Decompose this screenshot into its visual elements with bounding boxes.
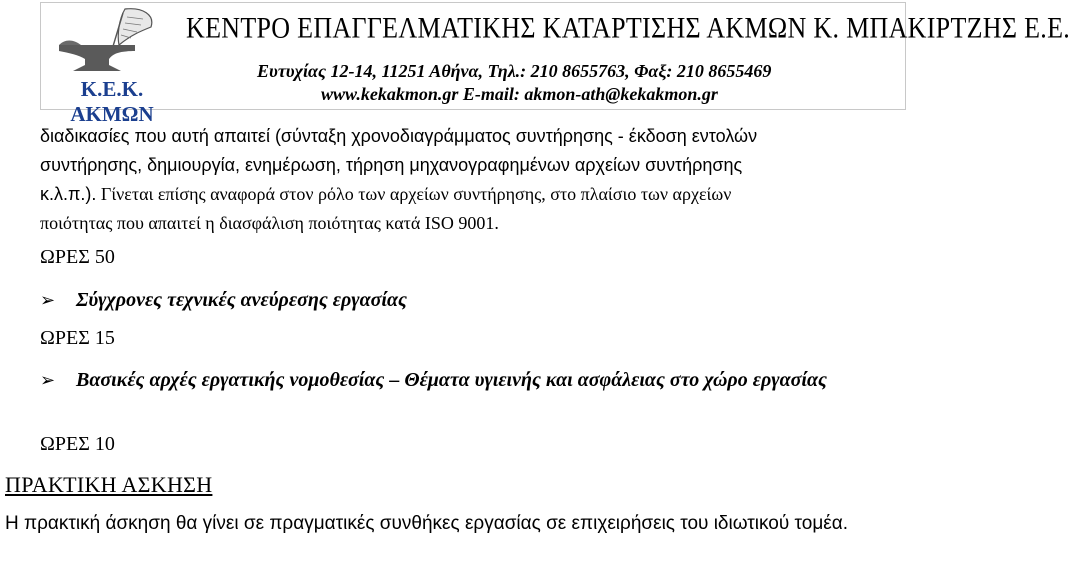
intro-line-2: συντήρησης, δημιουργία, ενημέρωση, τήρηση μηχανογραφημένων αρχείων συντήρησης xyxy=(40,155,743,175)
hours-label-1: ΩΡΕΣ 50 xyxy=(40,246,115,268)
intro-line-3-rest: Γίνεται επίσης αναφορά στον ρόλο των αρχείων συντήρησης, στο πλαίσιο των αρχείων xyxy=(96,184,732,204)
hours-label-2: ΩΡΕΣ 15 xyxy=(40,327,115,349)
bullet-item-2-text: Βασικές αρχές εργατικής νομοθεσίας – Θέματα υγιεινής και ασφάλειας στο χώρο εργασίας xyxy=(76,369,827,391)
letterhead xyxy=(40,2,1070,126)
intro-line-3-start: κ.λ.π.). xyxy=(40,184,97,204)
intro-line-3 xyxy=(40,180,960,209)
arrowhead-bullet-icon: ➢ xyxy=(40,370,56,391)
logo xyxy=(41,3,183,126)
company-address: Ευτυχίας 12-14, 11251 Αθήνα, Τηλ.: 210 8655763, Φαξ: 210 8655469 xyxy=(257,61,772,81)
company-name: ΚΕΝΤΡΟ ΕΠΑΓΓΕΛΜΑΤΙΚΗΣ ΚΑΤΑΡΤΙΣΗΣ ΑΚΜΩΝ Κ. ΜΠΑΚΙΡΤΖΗΣ Ε.Ε. xyxy=(186,11,1070,45)
bullet-item-2 xyxy=(40,367,940,394)
bullet-item-1 xyxy=(40,287,940,314)
arrowhead-bullet-icon: ➢ xyxy=(40,290,56,311)
hours-label-3: ΩΡΕΣ 10 xyxy=(40,433,115,455)
logo-text: Κ.Ε.Κ. ΑΚΜΩΝ xyxy=(70,77,154,126)
intro-line-1: διαδικασίες που αυτή απαιτεί (σύνταξη χρονοδιαγράμματος συντήρησης - έκδοση εντολών xyxy=(40,126,758,146)
anvil-quill-logo-icon xyxy=(51,5,173,77)
intro-line-4: ποιότητας που απαιτεί η διασφάλιση ποιότητας κατά ISO 9001. xyxy=(40,213,499,233)
intro-paragraph xyxy=(40,122,960,238)
company-web-email: www.kekakmon.gr E-mail: akmon-ath@kekakmon.gr xyxy=(321,84,718,104)
practice-paragraph: Η πρακτική άσκηση θα γίνει σε πραγματικές συνθήκες εργασίας σε επιχειρήσεις του ιδιωτικού τομέα. xyxy=(5,513,849,534)
bullet-item-1-text: Σύγχρονες τεχνικές ανεύρεσης εργασίας xyxy=(76,289,407,311)
practice-section-title: ΠΡΑΚΤΙΚΗ ΑΣΚΗΣΗ xyxy=(5,472,213,497)
